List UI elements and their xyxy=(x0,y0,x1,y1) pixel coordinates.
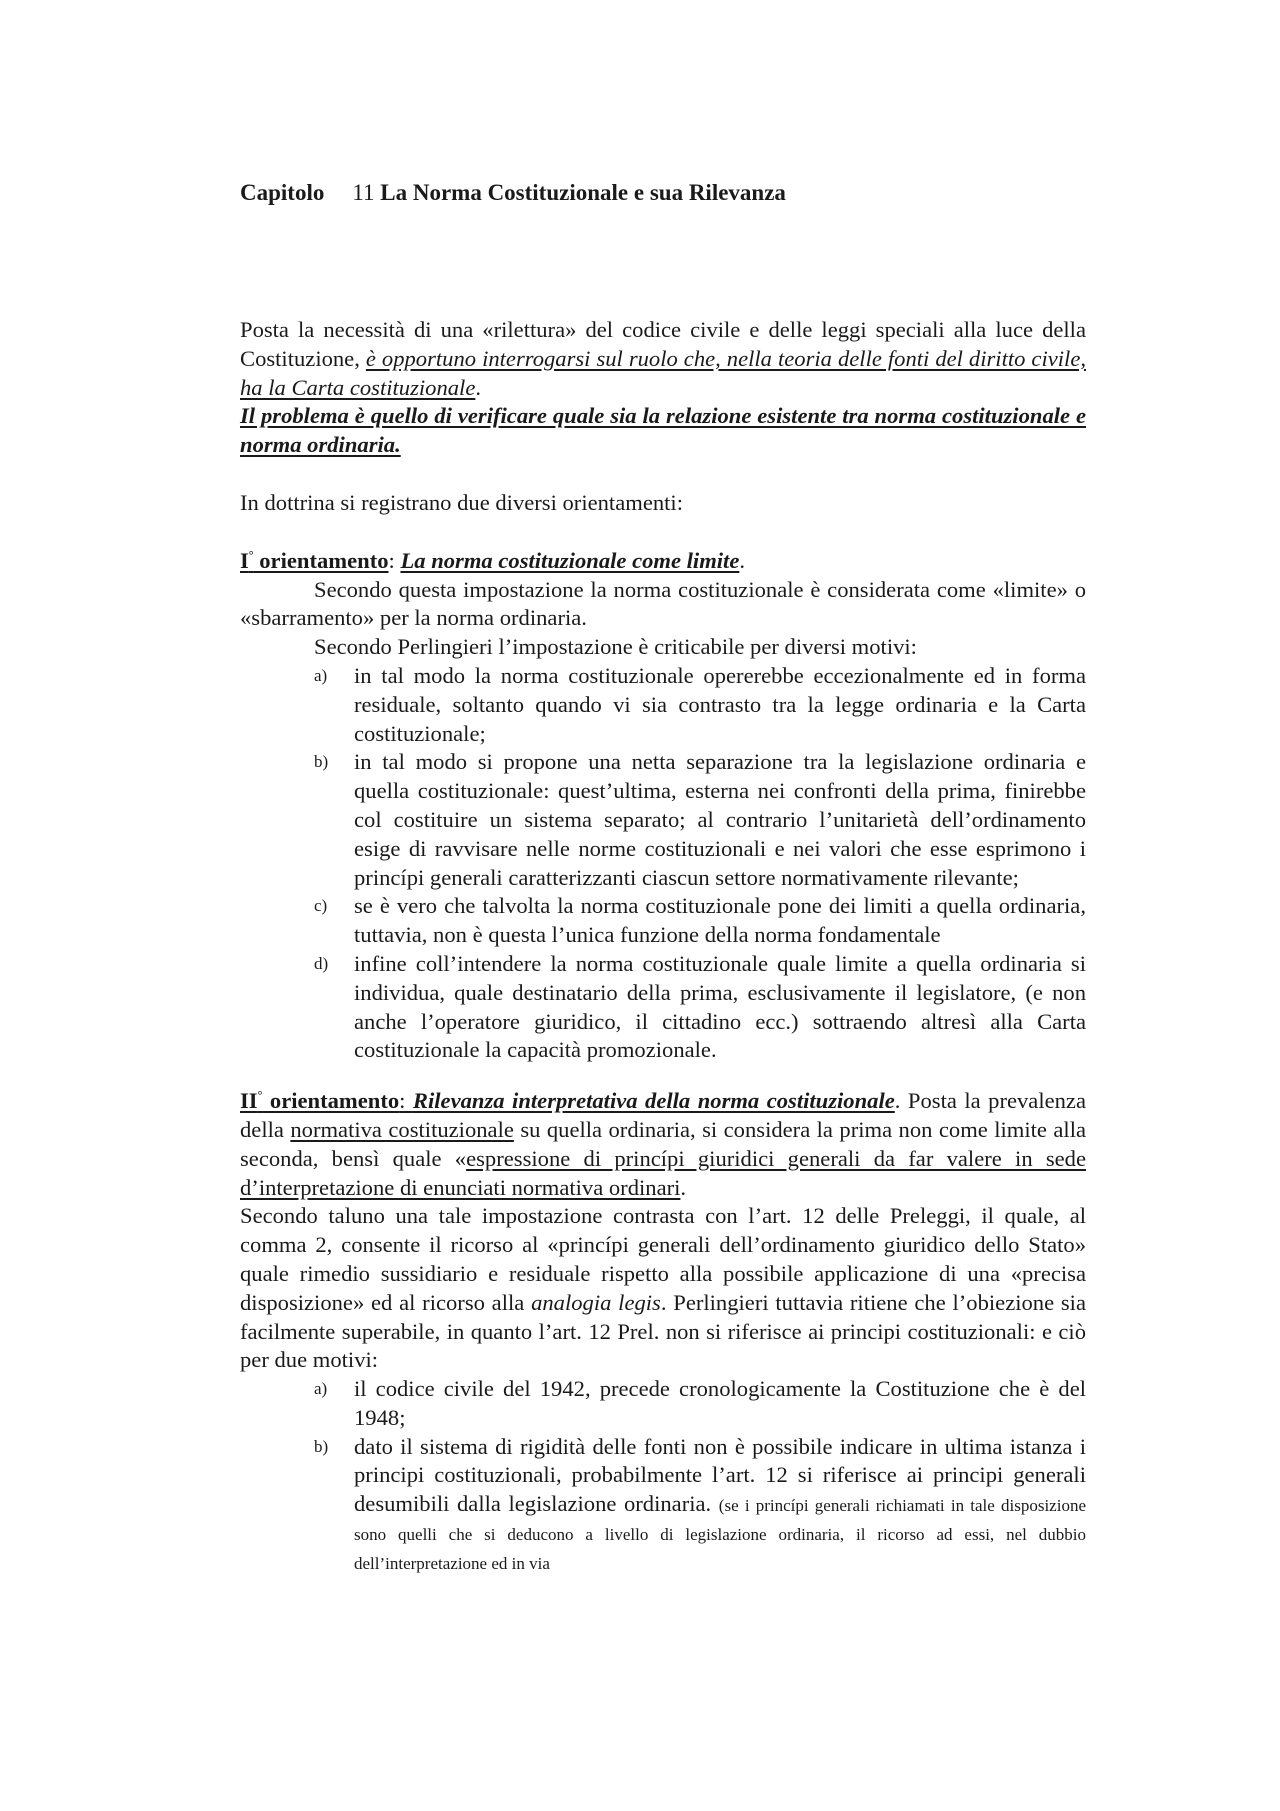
chapter-prefix: Capitolo xyxy=(240,180,325,205)
list-marker: a) xyxy=(314,665,328,685)
orientation-2-title: Rilevanza interpretativa della norma costituzionale xyxy=(412,1088,895,1114)
orientation-2-list xyxy=(240,1375,1086,1577)
list-marker: d) xyxy=(314,953,329,973)
list-marker: a) xyxy=(314,1379,328,1399)
chapter-heading: La Norma Costituzionale e sua Rilevanza xyxy=(380,180,786,205)
list-item xyxy=(240,1433,1086,1577)
list-item-text: il codice civile del 1942, precede cronologicamente la Costituzione che è del 1948; xyxy=(354,1376,1086,1430)
intro-text: Posta la necessità di una «rilettura» del codice civile e delle leggi speciali alla luce della Costituzione, xyxy=(240,317,1086,371)
orientation-1-paragraph: Secondo questa impostazione la norma costituzionale è considerata come «limite» o «sbarramento» per la norma ordinaria. xyxy=(240,576,1086,631)
orientation-1-list xyxy=(240,662,1086,1065)
orientation-2-text: su quella ordinaria, si considera la prima non come limite alla seconda, bensì quale « xyxy=(240,1116,1086,1171)
underlined-phrase: espressione di princípi giuridici generali da far valere in sede d’interpretazione di enunciati normativa ordinari xyxy=(240,1145,1087,1200)
underlined-phrase: normativa costituzionale xyxy=(290,1116,514,1142)
period: . xyxy=(739,547,746,573)
orientation-1-title: La norma costituzionale come limite xyxy=(400,547,740,573)
list-item-text: dato il sistema di rigidità delle fonti non è possibile indicare in ultima istanza i principi costituzionali, probabilmente l’art. 12 si riferisce ai principi generali desumibili dalla legislazione ordinaria. xyxy=(354,1433,1086,1517)
preleggi-paragraph xyxy=(240,1202,1086,1375)
list-item-note: (se i princípi generali richiamati in tale disposizione sono quelli che si deducono a livello di legislazione ordinaria, il ricorso ad essi, nel dubbio dell’interpretazione ed in via xyxy=(354,1496,1086,1573)
list-item xyxy=(240,950,1086,1065)
list-item xyxy=(240,748,1086,892)
analogia-legis: analogia legis xyxy=(531,1289,661,1315)
intro-emphasis: è opportuno interrogarsi sul ruolo che, nella teoria delle fonti del diritto civile, ha la Carta costituzionale xyxy=(240,345,1086,400)
document-body xyxy=(240,316,1086,1577)
orientation-1-critique: Secondo Perlingieri l’impostazione è criticabile per diversi motivi: xyxy=(314,634,917,660)
orientation-2-paragraph xyxy=(240,1087,1086,1202)
preleggi-text: Secondo taluno una tale impostazione contrasta con l’art. 12 delle Preleggi, il quale, al comma 2, consente il ricorso al «princípi generali dell’ordinamento giuridico dello Stato» quale rimedio sussidiario e residuale rispetto alla possibile applicazione di una «precisa disposizione» ed al ricorso alla xyxy=(240,1203,1086,1315)
colon: : xyxy=(388,547,401,573)
list-item-text: in tal modo la norma costituzionale opererebbe eccezionalmente ed in forma residuale, soltanto quando vi sia contrasto tra la legge ordinaria e la Carta costituzionale; xyxy=(354,662,1086,746)
intro-end: . xyxy=(475,374,482,400)
list-item-text: in tal modo si propone una netta separazione tra la legislazione ordinaria e quella costituzionale: quest’ultima, esterna nei confronti della prima, finirebbe col costituire un sistema separato; al contrario l’unitarietà dell’ordinamento esige di ravvisare nelle norme costituzionali e nei valori che esse esprimono i princípi generali caratterizzanti ciascun settore normativamente rilevante; xyxy=(354,749,1086,890)
list-item xyxy=(240,1375,1086,1433)
orientation-1-heading xyxy=(240,547,1086,576)
chapter-title xyxy=(240,180,786,206)
orientation-2-text: . Posta la prevalenza della xyxy=(240,1088,1086,1142)
orientation-2-label: II° orientamento xyxy=(240,1088,400,1114)
list-item xyxy=(240,662,1086,748)
list-item xyxy=(240,892,1086,950)
period: . xyxy=(680,1174,687,1200)
dottrina-paragraph: In dottrina si registrano due diversi orientamenti: xyxy=(240,489,683,515)
list-item-text: se è vero che talvolta la norma costituzionale pone dei limiti a quella ordinaria, tuttavia, non è questa l’unica funzione della norma fondamentale xyxy=(354,893,1086,948)
list-marker: b) xyxy=(314,752,329,772)
list-item-text: infine coll’intendere la norma costituzionale quale limite a quella ordinaria si individua, quale destinatario della prima, esclusivamente il legislatore, (e non anche l’operatore giuridico, il cittadino ecc.) sottraendo altresì alla Carta costituzionale la capacità promozionale. xyxy=(354,950,1086,1063)
colon: : xyxy=(399,1088,413,1114)
list-marker: c) xyxy=(314,896,328,916)
intro-paragraph xyxy=(240,316,1086,402)
orientation-1-label: I° orientamento xyxy=(240,547,389,573)
problem-statement: Il problema è quello di verificare quale sia la relazione esistente tra norma costituzionale e norma ordinaria. xyxy=(240,403,1086,458)
chapter-number: 11 xyxy=(352,180,375,205)
list-marker: b) xyxy=(314,1436,329,1456)
preleggi-text: . Perlingieri tuttavia ritiene che l’obiezione sia facilmente superabile, in quanto l’art. 12 Prel. non si riferisce ai principi costituzionali: e ciò per due motivi: xyxy=(240,1289,1086,1373)
